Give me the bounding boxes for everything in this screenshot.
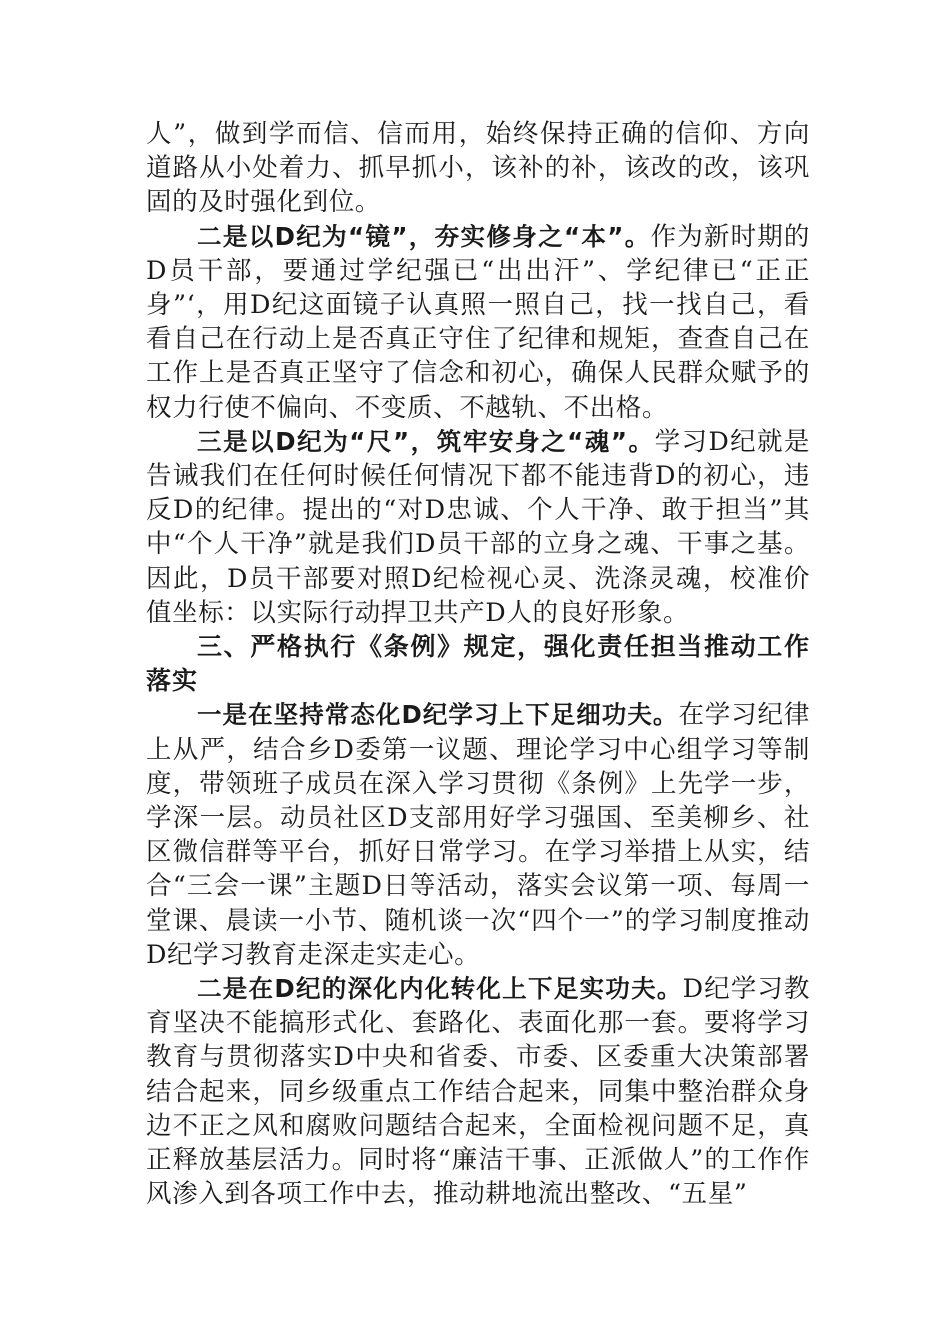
paragraph-party-discipline-mirror: [146, 220, 810, 425]
paragraph-lead-normalized-study: 一是在坚持常态化D纪学习上下足细功夫。: [197, 700, 679, 730]
paragraph-party-discipline-ruler: [146, 425, 810, 630]
continuation-paragraph: 人”，做到学而信、信而用，始终保持正确的信仰、方向道路从小处着力、抓早抓小，该补的补，该改的改，该巩固的及时强化到位。: [146, 119, 810, 218]
document-body: [146, 117, 810, 1212]
section-three-heading: 三、严格执行《条例》规定，强化责任担当推动工作落实: [146, 632, 810, 696]
paragraph-normalized-study: [146, 698, 810, 972]
paragraph-lead-ruler: 三是以D纪为“尺”，筑牢安身之“魂”。: [197, 426, 655, 456]
paragraph-lead-internalize: 二是在D纪的深化内化转化上下足实功夫。: [197, 974, 683, 1004]
paragraph-body-internalize: D纪学习教育坚决不能搞形式化、套路化、表面化那一套。要将学习教育与贯彻落实D中央和省委、市委、区委重大决策部署结合起来，同乡级重点工作结合起来，同集中整治群众身边不正之风和腐败问题结合起来，全面检视问题不足，真正释放基层活力。同时将“廉洁干事、正派做人”的工作作风渗入到各项工作中去，推动耕地流出整改、“五星”: [146, 974, 810, 1210]
paragraph-body-ruler: 学习D纪就是告诫我们在任何时候任何情况下都不能违背D的初心，违反D的纪律。提出的“对D忠诚、个人干净、敢于担当”其中“个人干净”就是我们D员干部的立身之魂、干事之基。因此，D员干部要对照D纪检视心灵、洗涤灵魂，校准价值坐标：以实际行动捍卫共产D人的良好形象。: [146, 426, 810, 628]
paragraph-body-mirror: 作为新时期的D员干部，要通过学纪强已“出出汗”、学纪律已“正正身”‘，用D纪这面镜子认真照一照自己，找一找自己，看看自己在行动上是否真正守住了纪律和规矩，查查自己在工作上是否真正坚守了信念和初心，确保人民群众赋予的权力行使不偏向、不变质、不越轨、不出格。: [146, 221, 810, 423]
paragraph-lead-mirror: 二是以D纪为“镜”，夯实修身之“本”。: [197, 221, 651, 251]
paragraph-internalize: [146, 972, 810, 1211]
paragraph-body-normalized-study: 在学习纪律上从严，结合乡D委第一议题、理论学习中心组学习等制度，带领班子成员在深入学习贯彻《条例》上先学一步，学深一层。动员社区D支部用好学习强国、至美柳乡、社区微信群等平台，抓好日常学习。在学习举措上从实，结合“三会一课”主题D日等活动，落实会议第一项、每周一堂课、晨读一小节、随机谈一次“四个一”的学习制度推动D纪学习教育走深走实走心。: [146, 700, 810, 970]
